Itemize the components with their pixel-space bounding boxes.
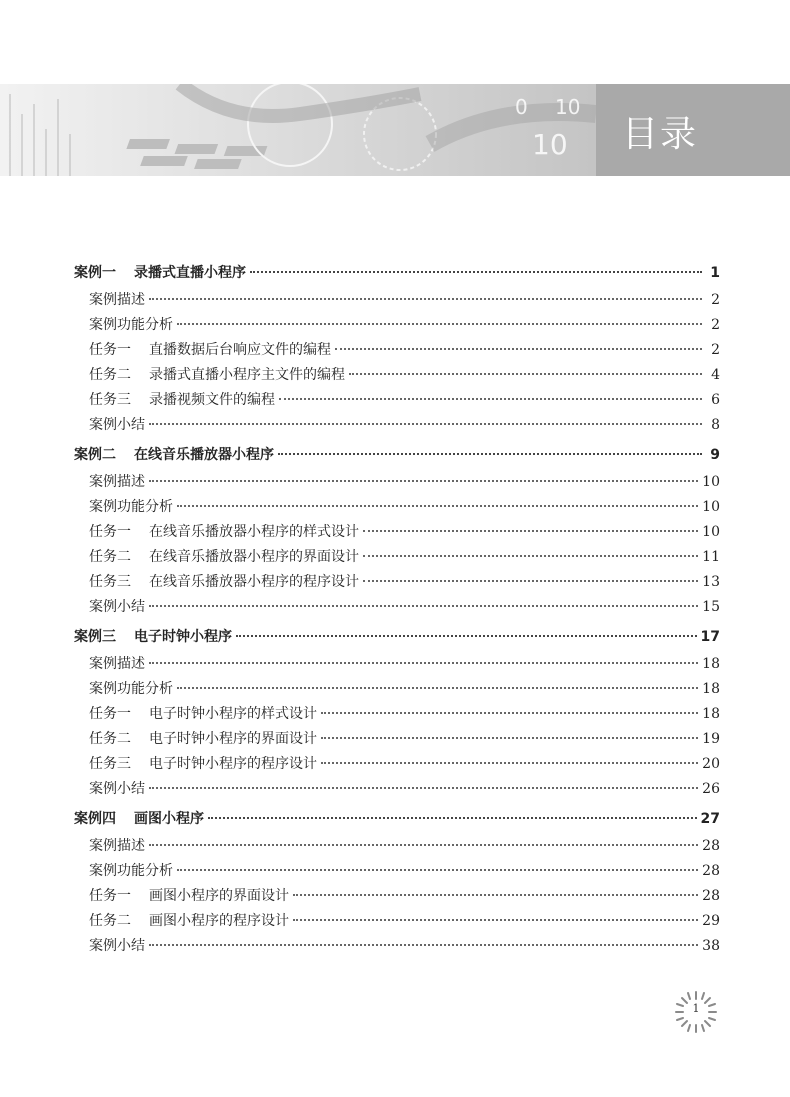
task-number: 任务三 [89, 392, 131, 408]
case-title: 录播式直播小程序 [134, 265, 246, 281]
toc-title-box [596, 84, 790, 176]
dot-leader [149, 423, 702, 425]
page-number: 8 [711, 417, 720, 433]
svg-text:10: 10 [532, 128, 568, 161]
item-label: 案例描述 [89, 292, 145, 308]
task-number: 任务二 [89, 731, 131, 747]
dot-leader [293, 919, 698, 921]
dot-leader [149, 605, 698, 607]
dot-leader [149, 787, 698, 789]
task-number: 任务一 [89, 342, 131, 358]
item-label: 案例小结 [89, 781, 145, 797]
dot-leader [278, 453, 702, 455]
task-title: 直播数据后台响应文件的编程 [149, 342, 331, 358]
task-title: 在线音乐播放器小程序的样式设计 [149, 524, 359, 540]
dot-leader [363, 555, 698, 557]
toc-item[interactable] [74, 545, 720, 570]
task-number: 任务一 [89, 524, 131, 540]
item-label: 案例描述 [89, 838, 145, 854]
banner-decoration-image [0, 84, 596, 176]
toc-item[interactable] [74, 313, 720, 338]
dot-leader [321, 762, 698, 764]
toc-item[interactable] [74, 363, 720, 388]
toc-item[interactable] [74, 934, 720, 959]
dot-leader [149, 480, 698, 482]
page-number: 2 [711, 317, 720, 333]
table-of-contents [74, 256, 720, 959]
toc-case-entry[interactable] [74, 804, 720, 834]
toc-item[interactable] [74, 338, 720, 363]
page-number: 10 [702, 524, 720, 540]
task-number: 任务二 [89, 549, 131, 565]
toc-item[interactable] [74, 595, 720, 620]
item-label: 案例小结 [89, 599, 145, 615]
task-title: 电子时钟小程序的程序设计 [149, 756, 317, 772]
page-number: 13 [702, 574, 720, 590]
item-label: 案例功能分析 [89, 317, 173, 333]
page-number: 11 [702, 549, 720, 565]
toc-case-entry[interactable] [74, 622, 720, 652]
toc-item[interactable] [74, 520, 720, 545]
page-number: 2 [711, 292, 720, 308]
task-title: 录播式直播小程序主文件的编程 [149, 367, 345, 383]
page-number: 1 [710, 265, 720, 281]
toc-item[interactable] [74, 702, 720, 727]
item-label: 案例功能分析 [89, 681, 173, 697]
toc-item[interactable] [74, 777, 720, 802]
page-number: 19 [702, 731, 720, 747]
dot-leader [177, 869, 698, 871]
page-number: 2 [711, 342, 720, 358]
page-number: 6 [711, 392, 720, 408]
task-title: 电子时钟小程序的界面设计 [149, 731, 317, 747]
task-number: 任务一 [89, 706, 131, 722]
item-label: 案例描述 [89, 474, 145, 490]
item-label: 案例描述 [89, 656, 145, 672]
toc-item[interactable] [74, 884, 720, 909]
dot-leader [208, 817, 697, 819]
dot-leader [349, 373, 702, 375]
task-number: 任务一 [89, 888, 131, 904]
case-number: 案例二 [74, 447, 116, 463]
task-number: 任务二 [89, 367, 131, 383]
page-number: 18 [702, 706, 720, 722]
page-title: 目录 [622, 114, 699, 155]
page-number: 4 [711, 367, 720, 383]
dot-leader [149, 662, 698, 664]
dot-leader [177, 687, 698, 689]
toc-item[interactable] [74, 834, 720, 859]
svg-text:0: 0 [515, 95, 528, 119]
toc-case-entry[interactable] [74, 440, 720, 470]
case-title: 画图小程序 [134, 811, 204, 827]
dot-leader [149, 298, 702, 300]
svg-text:10: 10 [555, 95, 581, 119]
case-number: 案例四 [74, 811, 116, 827]
page-number-badge [674, 990, 718, 1034]
task-title: 画图小程序的程序设计 [149, 913, 289, 929]
dot-leader [321, 712, 698, 714]
page-number: 10 [702, 499, 720, 515]
toc-item[interactable] [74, 752, 720, 777]
item-label: 案例功能分析 [89, 863, 173, 879]
task-title: 在线音乐播放器小程序的界面设计 [149, 549, 359, 565]
page-number: 29 [702, 913, 720, 929]
dot-leader [363, 580, 698, 582]
item-label: 案例功能分析 [89, 499, 173, 515]
page-number: 9 [710, 447, 720, 463]
dot-leader [236, 635, 697, 637]
task-title: 录播视频文件的编程 [149, 392, 275, 408]
toc-item[interactable] [74, 288, 720, 313]
task-title: 电子时钟小程序的样式设计 [149, 706, 317, 722]
toc-item[interactable] [74, 652, 720, 677]
page-number: 10 [702, 474, 720, 490]
dot-leader [177, 323, 702, 325]
page-number: 17 [700, 629, 720, 645]
dot-leader [149, 944, 698, 946]
case-title: 电子时钟小程序 [134, 629, 232, 645]
page-number: 28 [702, 888, 720, 904]
toc-item[interactable] [74, 727, 720, 752]
page-number: 26 [702, 781, 720, 797]
dot-leader [363, 530, 698, 532]
dot-leader [177, 505, 698, 507]
item-label: 案例小结 [89, 417, 145, 433]
header-banner [0, 84, 790, 176]
task-title: 在线音乐播放器小程序的程序设计 [149, 574, 359, 590]
dot-leader [335, 348, 702, 350]
toc-item[interactable] [74, 859, 720, 884]
dot-leader [279, 398, 702, 400]
toc-item[interactable] [74, 570, 720, 595]
task-title: 画图小程序的界面设计 [149, 888, 289, 904]
page-number: 28 [702, 838, 720, 854]
page-number: 15 [702, 599, 720, 615]
toc-item[interactable] [74, 677, 720, 702]
toc-item[interactable] [74, 388, 720, 413]
dot-leader [250, 271, 702, 273]
dot-leader [321, 737, 698, 739]
case-number: 案例一 [74, 265, 116, 281]
page-number: 20 [702, 756, 720, 772]
dot-leader [149, 844, 698, 846]
page-number: 38 [702, 938, 720, 954]
task-number: 任务三 [89, 574, 131, 590]
page-number: 18 [702, 656, 720, 672]
toc-item[interactable] [74, 495, 720, 520]
task-number: 任务二 [89, 913, 131, 929]
page-number: 27 [700, 811, 720, 827]
dot-leader [293, 894, 698, 896]
toc-case-entry[interactable] [74, 258, 720, 288]
footer-page-number: 1 [692, 1002, 700, 1015]
toc-item[interactable] [74, 413, 720, 438]
toc-item[interactable] [74, 909, 720, 934]
page-number: 28 [702, 863, 720, 879]
page-number: 18 [702, 681, 720, 697]
toc-item[interactable] [74, 470, 720, 495]
item-label: 案例小结 [89, 938, 145, 954]
case-title: 在线音乐播放器小程序 [134, 447, 274, 463]
task-number: 任务三 [89, 756, 131, 772]
case-number: 案例三 [74, 629, 116, 645]
